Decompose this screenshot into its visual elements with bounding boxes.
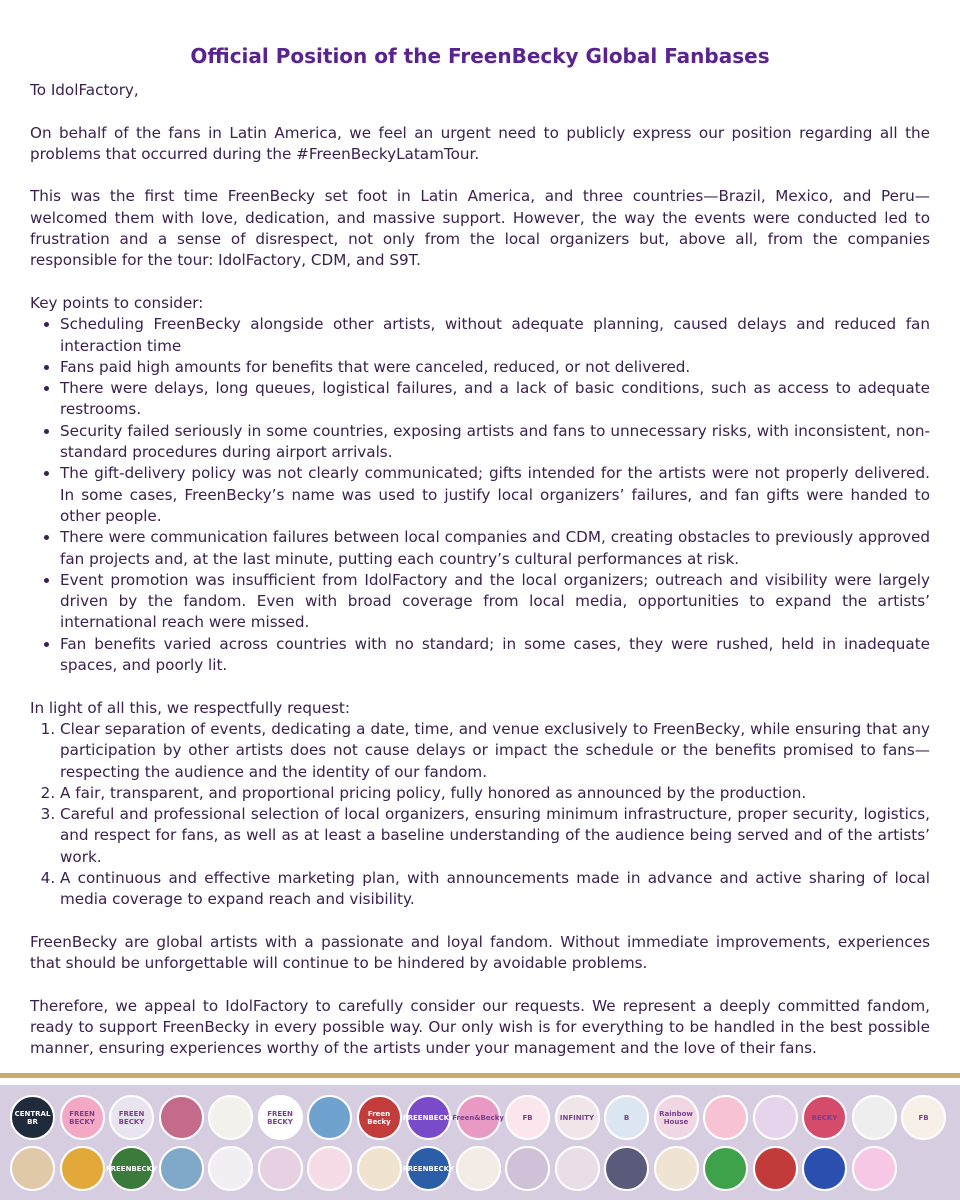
- closing-paragraph-1: FreenBecky are global artists with a passionate and loyal fandom. Without immediate improvements, experiences that should be unforgettable will continue to be hindered by avoidable problems.: [30, 932, 930, 973]
- key-point-item: • The gift-delivery policy was not clearly communicated; gifts intended for the artists were not properly delivered. In some cases, FreenBecky’s name was used to justify local organizers’ failures, and fan gifts were handed to other people.: [60, 463, 930, 527]
- fanbase-logo-badge: [505, 1146, 550, 1191]
- fanbase-logo-badge: FB: [901, 1095, 946, 1140]
- request-item: 3. Careful and professional selection of local organizers, ensuring minimum infrastructure, proper security, logistics, and respect for fans, as well as at least a baseline understanding of the audience being served and of the artists’ work.: [60, 804, 930, 868]
- fanbase-logo-badge: [357, 1146, 402, 1191]
- fanbase-logo-badge: [852, 1146, 897, 1191]
- fanbase-logo-badge: [159, 1095, 204, 1140]
- request-item: 2. A fair, transparent, and proportional pricing policy, fully honored as announced by the production.: [60, 783, 930, 804]
- fanbase-logo-badge: [753, 1095, 798, 1140]
- key-point-item: • Fan benefits varied across countries with no standard; in some cases, they were rushed, held in inadequate spaces, and poorly lit.: [60, 634, 930, 677]
- fanbase-logo-badge: [703, 1095, 748, 1140]
- request-item: 1. Clear separation of events, dedicating a date, time, and venue exclusively to FreenBecky, while ensuring that any participation by other artists does not cause delays or impact the schedule or the benefits promised to fans—respecting the audience and the identity of our fandom.: [60, 719, 930, 783]
- page-title: Official Position of the FreenBecky Global Fanbases: [190, 44, 770, 68]
- fanbase-logo-badge: FREEN BECKY: [60, 1095, 105, 1140]
- fanbase-logo-badge: Rainbow House: [654, 1095, 699, 1140]
- fanbase-logo-badge: [703, 1146, 748, 1191]
- key-point-item: • Security failed seriously in some countries, exposing artists and fans to unnecessary risks, with inconsistent, non-standard procedures during airport arrivals.: [60, 421, 930, 464]
- fanbase-logo-badge: FB: [505, 1095, 550, 1140]
- context-paragraph: This was the first time FreenBecky set foot in Latin America, and three countries—Brazil, Mexico, and Peru—welcomed them with love, dedication, and massive support. However, the way the events were conducted led to frustration and a sense of disrespect, not only from the local organizers but, above all, from the companies responsible for the tour: IdolFactory, CDM, and S9T.: [30, 187, 930, 270]
- fanbase-logo-badge: FREENBECKY: [406, 1095, 451, 1140]
- fanbase-logo-badge: [208, 1146, 253, 1191]
- fanbase-logo-badge: [456, 1146, 501, 1191]
- key-points-list: [30, 314, 930, 676]
- fanbase-logo-badge: [159, 1146, 204, 1191]
- fanbase-logo-badge: [654, 1146, 699, 1191]
- fanbase-logo-badge: CENTRAL BR: [10, 1095, 55, 1140]
- fanbase-logo-badge: INFINITY: [555, 1095, 600, 1140]
- key-point-item: • There were communication failures between local companies and CDM, creating obstacles to previously approved fan projects and, at the last minute, putting each country’s cultural performances at risk.: [60, 527, 930, 570]
- requests-heading: In light of all this, we respectfully request:: [30, 698, 350, 717]
- requests-list: [30, 719, 930, 911]
- key-point-item: • Fans paid high amounts for benefits that were canceled, reduced, or not delivered.: [60, 357, 930, 378]
- fanbase-logo-badge: BECKY: [802, 1095, 847, 1140]
- gold-divider: [0, 1073, 960, 1078]
- fanbase-logo-badge: [307, 1095, 352, 1140]
- fanbase-logo-badge: B: [604, 1095, 649, 1140]
- fanbase-logo-badge: [802, 1146, 847, 1191]
- key-point-item: • Scheduling FreenBecky alongside other artists, without adequate planning, caused delays and reduced fan interaction time: [60, 314, 930, 357]
- statement-body: [30, 80, 930, 1081]
- fanbase-logo-strip: [0, 1085, 960, 1200]
- closing-paragraph-2: Therefore, we appeal to IdolFactory to carefully consider our requests. We represent a deeply committed fandom, ready to support FreenBecky in every possible way. Our only wish is for everything to be handled in the best possible manner, ensuring experiences worthy of the artists under your management and the love of their fans.: [30, 996, 930, 1058]
- intro-paragraph: On behalf of the fans in Latin America, we feel an urgent need to publicly express our position regarding all the problems that occurred during the #FreenBeckyLatamTour.: [30, 123, 930, 163]
- fanbase-logo-badge: Freen Becky: [357, 1095, 402, 1140]
- fanbase-logo-badge: [753, 1146, 798, 1191]
- key-point-item: • There were delays, long queues, logistical failures, and a lack of basic conditions, such as access to adequate restrooms.: [60, 378, 930, 421]
- fanbase-logo-badge: FREENBECKY: [406, 1146, 451, 1191]
- fanbase-logo-badge: FREEN BECKY: [109, 1095, 154, 1140]
- fanbase-logo-badge: [307, 1146, 352, 1191]
- fanbase-logo-badge: [60, 1146, 105, 1191]
- greeting: To IdolFactory,: [30, 81, 139, 99]
- fanbase-logo-badge: [10, 1146, 55, 1191]
- fanbase-logo-badge: [604, 1146, 649, 1191]
- key-point-item: • Event promotion was insufficient from IdolFactory and the local organizers; outreach and visibility were largely driven by the fandom. Even with broad coverage from local media, opportunities to expand the artists’ international reach were missed.: [60, 570, 930, 634]
- fanbase-logo-badge: [208, 1095, 253, 1140]
- fanbase-logo-badge: [555, 1146, 600, 1191]
- key-points-heading: Key points to consider:: [30, 293, 204, 312]
- request-item: 4. A continuous and effective marketing plan, with announcements made in advance and active sharing of local media coverage to expand reach and visibility.: [60, 868, 930, 911]
- fanbase-logo-badge: [258, 1146, 303, 1191]
- fanbase-logo-badge: [852, 1095, 897, 1140]
- fanbase-logo-badge: Freen&Becky: [456, 1095, 501, 1140]
- fanbase-logo-badge: FREENBECKY: [109, 1146, 154, 1191]
- fanbase-logo-badge: FREEN BECKY: [258, 1095, 303, 1140]
